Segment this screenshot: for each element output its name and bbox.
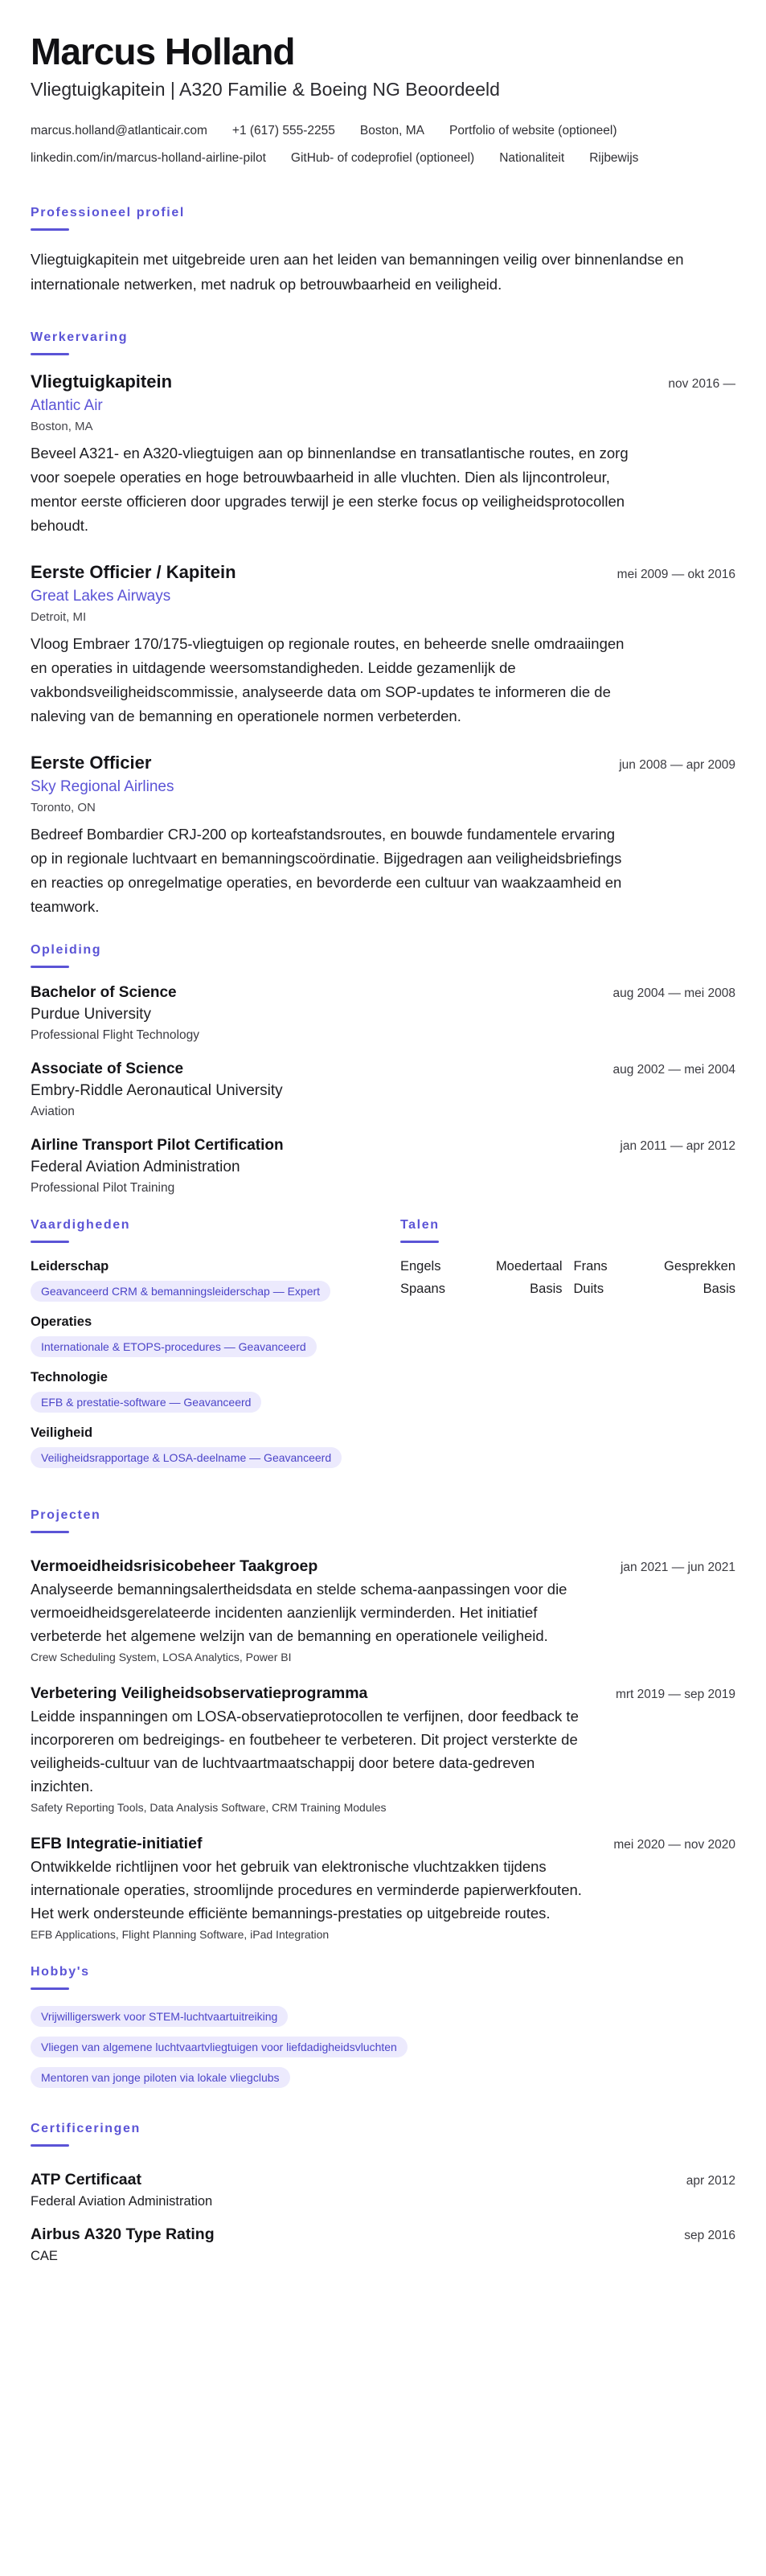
- contact-email[interactable]: marcus.holland@atlanticair.com: [31, 124, 207, 137]
- certification-date: sep 2016: [684, 2229, 735, 2242]
- skill-pill: EFB & prestatie-software — Geavanceerd: [31, 1392, 261, 1413]
- job-company: Sky Regional Airlines: [31, 778, 174, 795]
- language-level: Gesprekken: [664, 1259, 735, 1274]
- hobby-pill: Mentoren van jonge piloten via lokale vliegclubs: [31, 2067, 290, 2088]
- candidate-headline: Vliegtuigkapitein | A320 Familie & Boeing NG Beoordeeld: [31, 79, 500, 100]
- job-entry: [31, 753, 735, 919]
- skill-category: Veiligheid: [31, 1425, 93, 1440]
- project-entry: [31, 1835, 735, 1941]
- section-divider: [31, 2144, 69, 2147]
- language-item: [400, 1282, 563, 1297]
- education-institution: Federal Aviation Administration: [31, 1159, 240, 1175]
- project-description: Ontwikkelde richtlijnen voor het gebruik van elektronische vluchtzakken tijdens internationale operaties, stroomlijnde procedures en verminderde papierwerkfouten. Het werk ondersteunde efficiënte bemannings-prestaties op uitgebreide routes.: [31, 1858, 582, 1922]
- job-location: Toronto, ON: [31, 801, 96, 814]
- section-title: Werkervaring: [31, 330, 129, 344]
- education-entry: [31, 984, 735, 1043]
- contact-location: Boston, MA: [359, 124, 425, 137]
- languages-column: [400, 1218, 735, 1481]
- education-entry: [31, 1137, 735, 1196]
- education-field: Aviation: [31, 1105, 75, 1118]
- education-degree: Airline Transport Pilot Certification: [31, 1137, 284, 1154]
- project-title: Vermoeidheidsrisicobeheer Taakgroep: [31, 1557, 318, 1575]
- hobbies-section: [31, 1965, 735, 2098]
- education-degree: Associate of Science: [31, 1060, 184, 1077]
- skill-group: [31, 1370, 400, 1413]
- project-entry: [31, 1684, 735, 1814]
- skill-group: [31, 1259, 400, 1302]
- project-tech: Safety Reporting Tools, Data Analysis Software, CRM Training Modules: [31, 1801, 387, 1814]
- skill-category: Leiderschap: [31, 1259, 109, 1274]
- education-institution: Purdue University: [31, 1006, 151, 1023]
- job-entry: [31, 371, 735, 538]
- job-location: Boston, MA: [31, 420, 93, 433]
- certification-org: CAE: [31, 2249, 58, 2263]
- contact-linkedin[interactable]: linkedin.com/in/marcus-holland-airline-pilot: [31, 151, 266, 165]
- language-list: [400, 1259, 735, 1297]
- section-title: Opleiding: [31, 943, 102, 957]
- section-divider: [400, 1241, 439, 1243]
- section-title: Hobby's: [31, 1965, 90, 1979]
- skill-category: Technologie: [31, 1370, 108, 1384]
- skill-category: Operaties: [31, 1315, 92, 1329]
- job-date: jun 2008 — apr 2009: [619, 758, 735, 772]
- job-title: Eerste Officier: [31, 753, 152, 773]
- job-title: Vliegtuigkapitein: [31, 371, 173, 392]
- hobby-pill: Vliegen van algemene luchtvaartvliegtuigen voor liefdadigheidsvluchten: [31, 2037, 408, 2057]
- section-title: Talen: [400, 1218, 440, 1232]
- language-item: [574, 1282, 736, 1297]
- language-level: Basis: [530, 1282, 563, 1296]
- language-level: Basis: [703, 1282, 735, 1296]
- section-title: Professioneel profiel: [31, 206, 185, 219]
- job-description: Bedreef Bombardier CRJ-200 op korteafstandsroutes, en bouwde fundamentele ervaring op in regionale luchtvaart en bemanningscoördinatie. Bijgedragen aan veiligheidsbriefings en reacties op onregelmatige operaties, en bevorderde een cultuur van waakzaamheid en teamwork.: [31, 826, 622, 915]
- certification-title: Airbus A320 Type Rating: [31, 2225, 215, 2243]
- project-description: Leidde inspanningen om LOSA-observatieprotocollen te verfijnen, door feedback te incorporeren om bedreigings- en foutbeheer te verbeteren. Dit project versterkte de veiligheids-cultuur van de luchtvaartmaatschappij door betere data-gedreven inzichten.: [31, 1708, 579, 1795]
- project-date: jan 2021 — jun 2021: [620, 1561, 735, 1574]
- project-date: mei 2020 — nov 2020: [613, 1838, 735, 1852]
- language-level: Moedertaal: [495, 1259, 563, 1274]
- project-title: EFB Integratie-initiatief: [31, 1835, 203, 1852]
- language-name: Duits: [573, 1282, 604, 1296]
- projects-section: [31, 1508, 735, 1941]
- contact-portfolio[interactable]: Portfolio of website (optioneel): [449, 124, 617, 137]
- section-divider: [31, 353, 69, 355]
- skills-column: [31, 1218, 400, 1481]
- project-title: Verbetering Veiligheidsobservatieprogramma: [31, 1684, 368, 1702]
- profile-summary: Vliegtuigkapitein met uitgebreide uren aan het leiden van bemanningen veilig over binnenlandse en internationale netwerken, met nadruk op betrouwbaarheid en veiligheid.: [31, 251, 684, 293]
- skill-group: [31, 1315, 400, 1357]
- contact-list: [31, 117, 735, 172]
- education-date: aug 2004 — mei 2008: [612, 987, 735, 1000]
- skills-languages-section: [31, 1218, 735, 1481]
- hobby-list: [31, 2006, 735, 2098]
- language-name: Spaans: [400, 1282, 445, 1296]
- project-description: Analyseerde bemanningsalertheidsdata en stelde schema-aanpassingen voor die vermoeidheidsgerelateerde incidenten aanzienlijk verminderden. Het initiatief verbeterde het algemene welzijn van de bemanning en operationele veiligheid.: [31, 1581, 567, 1644]
- section-title: Projecten: [31, 1508, 101, 1522]
- language-item: [400, 1259, 563, 1274]
- job-title: Eerste Officier / Kapitein: [31, 562, 236, 582]
- project-tech: Crew Scheduling System, LOSA Analytics, Power BI: [31, 1651, 292, 1663]
- job-entry: [31, 562, 735, 728]
- education-date: aug 2002 — mei 2004: [612, 1063, 735, 1077]
- skill-pill: Geavanceerd CRM & bemanningsleiderschap — Expert: [31, 1281, 330, 1302]
- section-title: Vaardigheden: [31, 1218, 131, 1232]
- contact-phone[interactable]: +1 (617) 555-2255: [231, 124, 335, 137]
- education-section: [31, 943, 735, 1196]
- candidate-name: Marcus Holland: [31, 31, 295, 72]
- project-tech: EFB Applications, Flight Planning Software, iPad Integration: [31, 1928, 330, 1941]
- profile-section: [31, 206, 735, 297]
- skill-pill: Veiligheidsrapportage & LOSA-deelname — Geavanceerd: [31, 1447, 342, 1468]
- section-divider: [31, 1241, 69, 1243]
- section-divider: [31, 1531, 69, 1533]
- contact-license: Rijbewijs: [589, 151, 639, 165]
- language-item: [574, 1259, 736, 1274]
- certifications-section: [31, 2122, 735, 2264]
- resume-header: [31, 31, 735, 172]
- language-name: Frans: [573, 1259, 608, 1274]
- education-field: Professional Flight Technology: [31, 1028, 199, 1042]
- skill-group: [31, 1425, 400, 1468]
- certification-date: apr 2012: [686, 2174, 735, 2188]
- education-date: jan 2011 — apr 2012: [620, 1139, 735, 1153]
- section-divider: [31, 966, 69, 968]
- project-entry: [31, 1557, 735, 1663]
- language-name: Engels: [400, 1259, 441, 1274]
- job-location: Detroit, MI: [31, 610, 87, 624]
- hobby-pill: Vrijwilligerswerk voor STEM-luchtvaartuitreiking: [31, 2006, 288, 2027]
- job-date: mei 2009 — okt 2016: [616, 568, 735, 581]
- skill-pill: Internationale & ETOPS-procedures — Geavanceerd: [31, 1336, 317, 1357]
- job-company: Atlantic Air: [31, 397, 103, 414]
- section-divider: [31, 1987, 69, 1990]
- job-description: Vloog Embraer 170/175-vliegtuigen op regionale routes, en beheerde snelle omdraaiingen en operaties in uitdagende weersomstandigheden. Leidde gezamenlijk de vakbondsveiligheidscommissie, analyseerde data om SOP-updates te informeren die de naleving van de bemanning en operationele normen verbeterden.: [31, 635, 625, 724]
- contact-nationality: Nationaliteit: [499, 151, 565, 165]
- section-title: Certificeringen: [31, 2122, 141, 2135]
- experience-section: [31, 330, 735, 919]
- certification-entry: [31, 2171, 735, 2209]
- job-date: nov 2016 —: [668, 377, 735, 391]
- education-degree: Bachelor of Science: [31, 984, 177, 1001]
- contact-github[interactable]: GitHub- of codeprofiel (optioneel): [290, 151, 475, 165]
- education-field: Professional Pilot Training: [31, 1181, 175, 1195]
- education-entry: [31, 1060, 735, 1119]
- job-company: Great Lakes Airways: [31, 588, 171, 605]
- certification-entry: [31, 2225, 735, 2264]
- certification-org: Federal Aviation Administration: [31, 2194, 213, 2209]
- education-institution: Embry-Riddle Aeronautical University: [31, 1082, 283, 1099]
- certification-title: ATP Certificaat: [31, 2171, 141, 2188]
- job-description: Beveel A321- en A320-vliegtuigen aan op binnenlandse en transatlantische routes, en zorg voor soepele operaties en hoge betrouwbaarheid in alle vluchten. Dien als lijncontroleur, mentor eerste officieren door upgrades terwijl je een sterke focus op veiligheidsprotocollen behoudt.: [31, 445, 629, 534]
- project-date: mrt 2019 — sep 2019: [615, 1688, 735, 1701]
- section-divider: [31, 228, 69, 231]
